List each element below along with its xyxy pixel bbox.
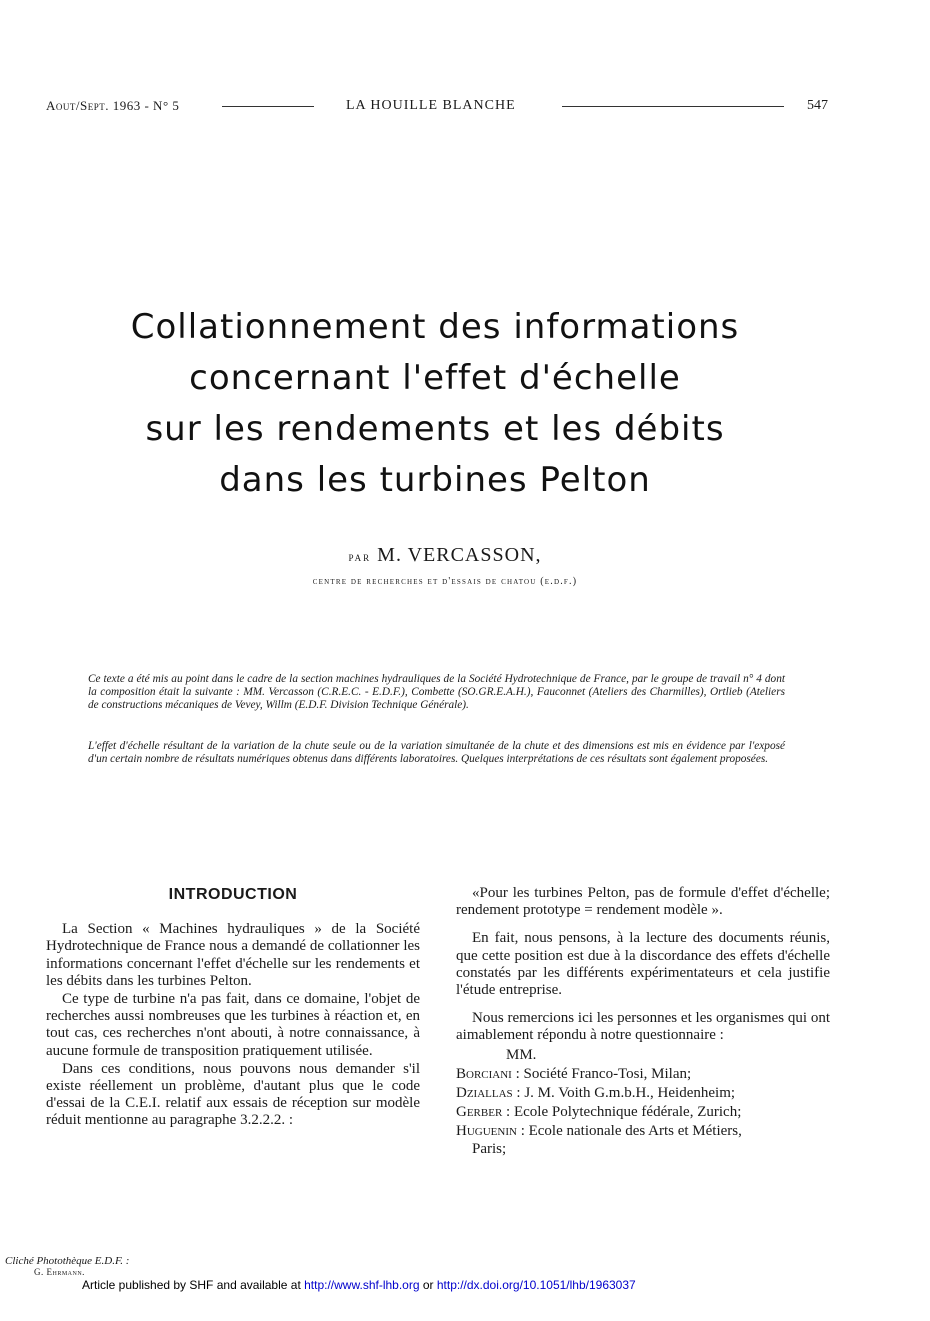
article-title — [90, 302, 780, 506]
footer-link-doi[interactable]: http://dx.doi.org/10.1051/lhb/1963037 — [436, 1278, 636, 1292]
entry-text: : Ecole Polytechnique fédérale, Zurich; — [502, 1104, 742, 1121]
photo-credit-name: G. Ehrmann. — [34, 1267, 85, 1277]
acknowledgement-mm: MM. — [506, 1046, 537, 1063]
body-paragraph: «Pour les turbines Pelton, pas de formule d'effet d'échelle; rendement prototype = rendement modèle ». — [456, 885, 830, 919]
body-paragraph: Dans ces conditions, nous pouvons nous demander s'il existe réellement un problème, d'autant plus que le code d'essai de la C.E.I. relatif aux essais de réception sur modèle réduit mentionne au paragraphe 3.2.2.2. : — [46, 1060, 420, 1129]
author-prefix: par — [348, 549, 372, 564]
acknowledgement-entry — [456, 1066, 830, 1083]
title-line-3: sur les rendements et les débits — [145, 409, 725, 449]
abstract-paragraph-1: Ce texte a été mis au point dans le cadre de la section machines hydrauliques de la Société Hydrotechnique de France, par le groupe de travail n° 4 dont la composition était la suivante : MM. Vercasson (C.R.E.C. - E.D.F.), Combette (SO.GR.E.A.H.), Fauconnet (Ateliers des Charmilles), Ortlieb (Ateliers de constructions mécaniques de Vevey, Willm (E.D.F. Division Technique Générale). — [88, 673, 785, 712]
entry-name: Borciani — [456, 1065, 512, 1082]
body-paragraph: En fait, nous pensons, à la lecture des documents réunis, que cette position est due à la discordance des effets d'échelle constatés par les différents expérimentateurs et cela justifie l'étude entreprise. — [456, 930, 830, 999]
entry-name: Gerber — [456, 1104, 503, 1121]
page-number: 547 — [807, 98, 828, 113]
entry-text: : Société Franco-Tosi, Milan; — [511, 1065, 692, 1082]
header-rule-left — [222, 106, 314, 107]
body-column-left — [46, 885, 420, 1130]
running-header-issue: Aout/Sept. 1963 - N° 5 — [46, 98, 180, 113]
footer-middle: or — [419, 1278, 437, 1292]
author-name: M. VERCASSON, — [377, 544, 542, 566]
acknowledgement-entry — [456, 1123, 830, 1157]
acknowledgement-entry — [456, 1104, 830, 1121]
body-column-right — [456, 885, 830, 1158]
entry-continuation: Paris; — [472, 1140, 507, 1157]
title-line-4: dans les turbines Pelton — [219, 460, 651, 500]
running-header-journal: LA HOUILLE BLANCHE — [346, 98, 516, 113]
entry-text: : Ecole nationale des Arts et Métiers, — [516, 1123, 742, 1140]
section-heading-introduction: INTRODUCTION — [168, 886, 298, 903]
publication-footer — [82, 1278, 636, 1292]
title-line-2: concernant l'effet d'échelle — [189, 358, 681, 398]
author-affiliation: centre de recherches et d'essais de chatou (e.d.f.) — [312, 576, 578, 587]
body-paragraph: La Section « Machines hydrauliques » de la Société Hydrotechnique de France nous a demandé de collationner les informations concernant l'effet d'échelle sur les rendements et les débits dans les turbines Pelton. — [46, 921, 420, 989]
author-line — [0, 544, 890, 567]
entry-text: : J. M. Voith G.m.b.H., Heidenheim; — [512, 1085, 736, 1102]
footer-link-shf[interactable]: http://www.shf-lhb.org — [304, 1278, 420, 1292]
entry-name: Dziallas — [456, 1085, 513, 1102]
entry-name: Huguenin — [456, 1123, 517, 1140]
title-line-1: Collationnement des informations — [130, 307, 740, 347]
photo-credit: Cliché Photothèque E.D.F. : — [5, 1255, 130, 1267]
acknowledgement-entry — [456, 1085, 830, 1102]
body-paragraph: Nous remercions ici les personnes et les organismes qui ont aimablement répondu à notre questionnaire : — [456, 1010, 830, 1044]
footer-prefix: Article published by SHF and available at — [82, 1278, 305, 1292]
abstract-paragraph-2: L'effet d'échelle résultant de la variation de la chute seule ou de la variation simultanée de la chute et des dimensions est mis en évidence par l'exposé d'un certain nombre de résultats numériques obtenus dans différents laboratoires. Quelques interprétations de ces résultats sont également proposées. — [88, 740, 785, 766]
body-paragraph: Ce type de turbine n'a pas fait, dans ce domaine, l'objet de recherches aussi nombreuses que les turbines à réaction et, en tout cas, ces recherches n'ont abouti, à notre connaissance, à aucune formule de transposition pratiquement utilisée. — [46, 991, 420, 1059]
header-rule-right — [562, 106, 784, 107]
